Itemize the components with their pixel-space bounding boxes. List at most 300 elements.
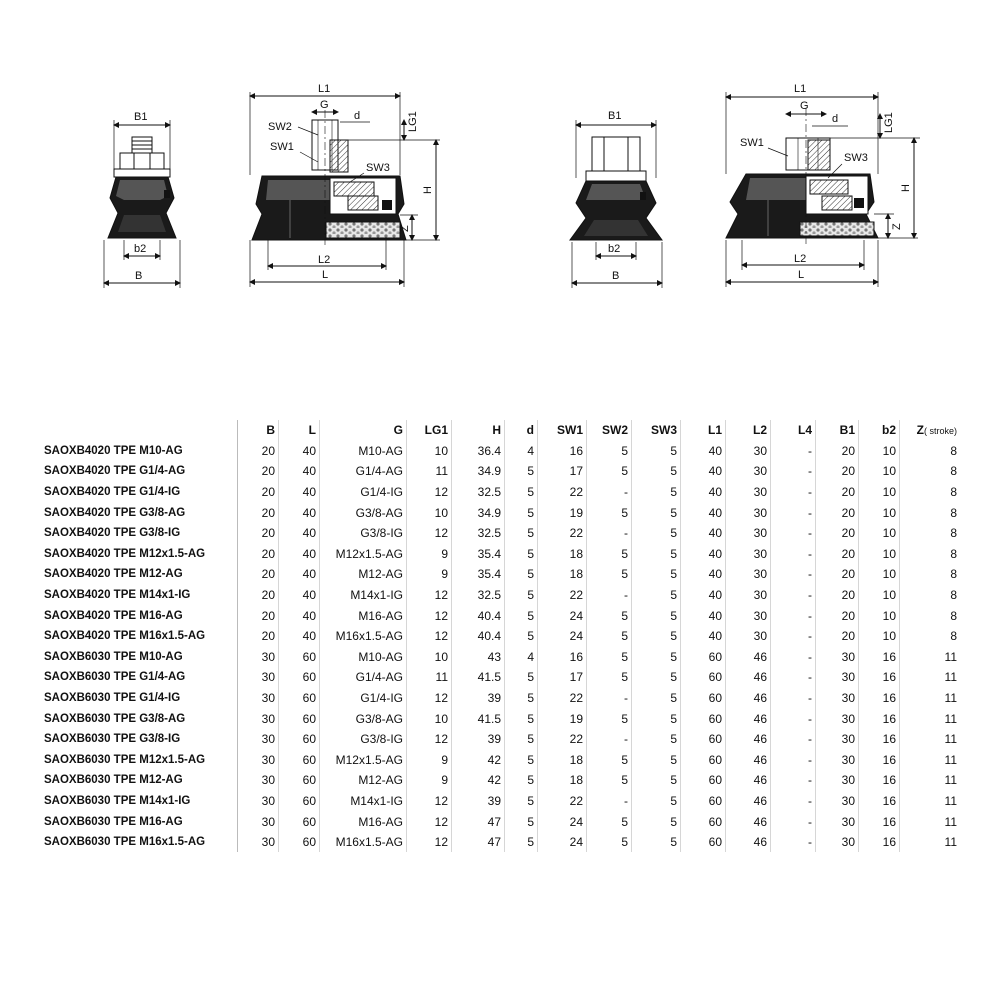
value-cell: 20: [238, 502, 279, 523]
value-cell: 30: [726, 585, 771, 606]
value-cell: 42: [452, 770, 505, 791]
value-cell: 41.5: [452, 667, 505, 688]
value-cell: 5: [505, 770, 538, 791]
header-d: d: [505, 420, 538, 441]
value-cell: 5: [632, 667, 681, 688]
value-cell: 40: [681, 626, 726, 647]
table-row: [42, 461, 960, 482]
value-cell: 10: [859, 461, 900, 482]
value-cell: G1/4-AG: [320, 667, 407, 688]
value-cell: 5: [505, 791, 538, 812]
value-cell: 5: [505, 750, 538, 771]
value-cell: 30: [816, 811, 859, 832]
value-cell: 5: [632, 441, 681, 462]
value-cell: 16: [538, 441, 587, 462]
header-model: [42, 420, 238, 441]
value-cell: 20: [816, 605, 859, 626]
dim-l1-label: L1: [318, 83, 331, 95]
value-cell: 41.5: [452, 708, 505, 729]
value-cell: 18: [538, 770, 587, 791]
value-cell: 5: [505, 832, 538, 853]
header-sw2: SW2: [587, 420, 632, 441]
value-cell: 40: [279, 523, 320, 544]
value-cell: 30: [726, 523, 771, 544]
value-cell: 39: [452, 688, 505, 709]
value-cell: 8: [950, 629, 957, 644]
value-cell: 5: [587, 770, 632, 791]
value-cell: 10: [859, 626, 900, 647]
value-cell: 40: [681, 502, 726, 523]
table-row: [42, 544, 960, 565]
value-cell: 8: [950, 443, 957, 458]
value-cell: M16x1.5-AG: [320, 626, 407, 647]
value-cell: M12x1.5-AG: [320, 750, 407, 771]
value-cell: 40: [681, 461, 726, 482]
value-cell: 60: [279, 791, 320, 812]
value-cell: -: [771, 791, 816, 812]
value-cell: G1/4-IG: [320, 688, 407, 709]
value-cell: 20: [238, 461, 279, 482]
sw3-label-right: SW3: [844, 152, 868, 164]
value-cell: 16: [859, 667, 900, 688]
value-cell: 10: [859, 441, 900, 462]
value-cell: 30: [816, 729, 859, 750]
value-cell: M14x1-IG: [320, 585, 407, 606]
value-cell: 9: [407, 750, 452, 771]
dim-d-label-right: d: [832, 113, 839, 125]
value-cell: 24: [538, 832, 587, 853]
dim-z-label-right: Z: [891, 223, 903, 230]
value-cell: 9: [407, 544, 452, 565]
value-cell: 5: [587, 605, 632, 626]
value-cell: 5: [632, 482, 681, 503]
value-cell: 5: [505, 544, 538, 565]
value-cell: 5: [505, 461, 538, 482]
value-cell: 11: [944, 752, 957, 767]
value-cell: 5: [587, 811, 632, 832]
value-cell: M14x1-IG: [320, 791, 407, 812]
model-cell: SAOXB6030 TPE G1/4-AG: [42, 667, 238, 688]
value-cell: 24: [538, 605, 587, 626]
value-cell: 60: [681, 770, 726, 791]
value-cell: 30: [238, 688, 279, 709]
table-row: [42, 750, 960, 771]
dim-z-label: Z: [399, 225, 411, 232]
value-cell: 11: [944, 691, 957, 706]
value-cell: -: [771, 729, 816, 750]
value-cell: 20: [816, 502, 859, 523]
value-cell: M12-AG: [320, 564, 407, 585]
value-cell: 11: [944, 670, 957, 685]
value-cell: 5: [505, 564, 538, 585]
value-cell: 5: [587, 461, 632, 482]
value-cell: 5: [587, 564, 632, 585]
value-cell: 5: [505, 482, 538, 503]
model-cell: SAOXB6030 TPE M16-AG: [42, 811, 238, 832]
value-cell: 10: [859, 544, 900, 565]
value-cell: -: [587, 523, 632, 544]
value-cell: 30: [726, 544, 771, 565]
value-cell: -: [771, 461, 816, 482]
value-cell: 40: [279, 544, 320, 565]
value-cell: 12: [407, 605, 452, 626]
value-cell: 22: [538, 688, 587, 709]
value-cell: 40: [681, 441, 726, 462]
value-cell: 30: [816, 832, 859, 853]
value-cell: 30: [816, 647, 859, 668]
value-cell: 8: [950, 608, 957, 623]
dim-l1-label-right: L1: [794, 83, 807, 95]
value-cell: 30: [238, 667, 279, 688]
header-l: L: [279, 420, 320, 441]
value-cell: 10: [859, 523, 900, 544]
value-cell: 30: [238, 811, 279, 832]
value-cell: 5: [505, 688, 538, 709]
value-cell: 40.4: [452, 605, 505, 626]
value-cell: 60: [681, 750, 726, 771]
dim-b-label-right: B: [612, 270, 620, 282]
value-cell: G3/8-IG: [320, 523, 407, 544]
value-cell: 42: [452, 750, 505, 771]
model-cell: SAOXB4020 TPE M16x1.5-AG: [42, 626, 238, 647]
value-cell: 47: [452, 832, 505, 853]
value-cell: 30: [726, 502, 771, 523]
header-l4: L4: [771, 420, 816, 441]
value-cell: 12: [407, 729, 452, 750]
table-header-row: [42, 420, 960, 441]
value-cell: 5: [587, 750, 632, 771]
value-cell: 30: [816, 708, 859, 729]
value-cell: 10: [407, 502, 452, 523]
value-cell: 20: [816, 626, 859, 647]
value-cell: 5: [632, 791, 681, 812]
value-cell: -: [771, 688, 816, 709]
value-cell: 5: [587, 708, 632, 729]
value-cell: 16: [538, 647, 587, 668]
dim-b1-label: B1: [134, 111, 148, 123]
value-cell: 20: [816, 564, 859, 585]
value-cell: 5: [632, 544, 681, 565]
value-cell: 40: [681, 482, 726, 503]
header-l2: L2: [726, 420, 771, 441]
value-cell: 5: [632, 585, 681, 606]
value-cell: 46: [726, 688, 771, 709]
value-cell: 22: [538, 585, 587, 606]
value-cell: 30: [726, 605, 771, 626]
value-cell: 30: [816, 791, 859, 812]
value-cell: 11: [944, 793, 957, 808]
value-cell: 32.5: [452, 585, 505, 606]
model-cell: SAOXB6030 TPE G3/8-IG: [42, 729, 238, 750]
value-cell: 5: [632, 564, 681, 585]
sw2-label: SW2: [268, 121, 292, 133]
value-cell: 46: [726, 708, 771, 729]
value-cell: 20: [238, 564, 279, 585]
value-cell: G1/4-IG: [320, 482, 407, 503]
value-cell: 30: [816, 688, 859, 709]
value-cell: 5: [587, 832, 632, 853]
header-l1: L1: [681, 420, 726, 441]
value-cell: 20: [238, 605, 279, 626]
value-cell: 5: [505, 811, 538, 832]
value-cell: 5: [505, 729, 538, 750]
left-side-view: [250, 83, 440, 287]
table-row: [42, 832, 960, 853]
value-cell: 5: [505, 605, 538, 626]
value-cell: -: [587, 482, 632, 503]
value-cell: 40: [279, 564, 320, 585]
value-cell: -: [771, 482, 816, 503]
value-cell: 39: [452, 729, 505, 750]
dim-b-label: B: [135, 270, 143, 282]
value-cell: 12: [407, 688, 452, 709]
value-cell: 60: [279, 708, 320, 729]
model-cell: SAOXB4020 TPE M16-AG: [42, 605, 238, 626]
value-cell: 5: [632, 626, 681, 647]
value-cell: 11: [944, 711, 957, 726]
value-cell: -: [771, 626, 816, 647]
value-cell: 30: [238, 708, 279, 729]
model-cell: SAOXB4020 TPE G3/8-AG: [42, 502, 238, 523]
value-cell: 18: [538, 544, 587, 565]
value-cell: 11: [944, 732, 957, 747]
value-cell: 16: [859, 750, 900, 771]
value-cell: -: [771, 667, 816, 688]
value-cell: 5: [505, 626, 538, 647]
table-row: [42, 811, 960, 832]
value-cell: 10: [407, 441, 452, 462]
value-cell: 60: [279, 688, 320, 709]
value-cell: M16x1.5-AG: [320, 832, 407, 853]
z-stroke-note: ( stroke): [923, 426, 957, 437]
value-cell: 4: [505, 647, 538, 668]
table-row: [42, 626, 960, 647]
spec-table: [42, 420, 960, 852]
value-cell: 12: [407, 523, 452, 544]
header-z: Z( stroke): [916, 423, 957, 438]
value-cell: 34.9: [452, 502, 505, 523]
value-cell: 40: [279, 585, 320, 606]
value-cell: 30: [726, 626, 771, 647]
header-sw1: SW1: [538, 420, 587, 441]
value-cell: 35.4: [452, 544, 505, 565]
value-cell: 60: [681, 811, 726, 832]
model-cell: SAOXB4020 TPE G1/4-IG: [42, 482, 238, 503]
value-cell: -: [771, 523, 816, 544]
value-cell: M10-AG: [320, 647, 407, 668]
value-cell: 40: [279, 626, 320, 647]
value-cell: 46: [726, 791, 771, 812]
dim-l-label-right: L: [798, 269, 805, 281]
value-cell: -: [771, 647, 816, 668]
value-cell: 20: [238, 523, 279, 544]
value-cell: 12: [407, 832, 452, 853]
value-cell: 60: [681, 832, 726, 853]
header-b2: b2: [859, 420, 900, 441]
value-cell: 20: [816, 461, 859, 482]
value-cell: -: [587, 791, 632, 812]
sw3-label: SW3: [366, 162, 390, 174]
value-cell: 10: [859, 585, 900, 606]
value-cell: 4: [505, 441, 538, 462]
value-cell: 5: [587, 441, 632, 462]
value-cell: 30: [816, 770, 859, 791]
table-row: [42, 523, 960, 544]
table-row: [42, 441, 960, 462]
value-cell: 46: [726, 750, 771, 771]
value-cell: 8: [950, 526, 957, 541]
value-cell: 36.4: [452, 441, 505, 462]
value-cell: 8: [950, 546, 957, 561]
model-cell: SAOXB6030 TPE M12x1.5-AG: [42, 750, 238, 771]
dim-d-label: d: [354, 110, 361, 122]
value-cell: 11: [944, 814, 957, 829]
dim-l2-label: L2: [318, 254, 331, 266]
model-cell: SAOXB4020 TPE G3/8-IG: [42, 523, 238, 544]
value-cell: 22: [538, 523, 587, 544]
dim-g-label-right: G: [800, 100, 809, 112]
value-cell: 16: [859, 688, 900, 709]
value-cell: G1/4-AG: [320, 461, 407, 482]
value-cell: 60: [279, 729, 320, 750]
value-cell: 60: [681, 667, 726, 688]
table-row: [42, 585, 960, 606]
value-cell: M12-AG: [320, 770, 407, 791]
value-cell: -: [771, 832, 816, 853]
value-cell: 9: [407, 564, 452, 585]
value-cell: 60: [681, 791, 726, 812]
value-cell: -: [771, 502, 816, 523]
table-row: [42, 688, 960, 709]
model-cell: SAOXB6030 TPE M16x1.5-AG: [42, 832, 238, 853]
model-cell: SAOXB4020 TPE M12x1.5-AG: [42, 544, 238, 565]
value-cell: 5: [505, 585, 538, 606]
value-cell: M10-AG: [320, 441, 407, 462]
dim-b1-label-right: B1: [608, 110, 622, 122]
value-cell: 20: [238, 544, 279, 565]
value-cell: 32.5: [452, 523, 505, 544]
value-cell: 8: [950, 567, 957, 582]
sw1-label-right: SW1: [740, 137, 764, 149]
table-row: [42, 482, 960, 503]
value-cell: 16: [859, 811, 900, 832]
value-cell: 5: [632, 647, 681, 668]
value-cell: 46: [726, 832, 771, 853]
value-cell: 34.9: [452, 461, 505, 482]
value-cell: -: [587, 729, 632, 750]
value-cell: 40: [681, 523, 726, 544]
value-cell: 5: [632, 605, 681, 626]
table-row: [42, 667, 960, 688]
value-cell: 60: [279, 832, 320, 853]
value-cell: -: [587, 585, 632, 606]
table-body: [42, 441, 960, 853]
value-cell: 20: [816, 585, 859, 606]
value-cell: 8: [950, 505, 957, 520]
value-cell: 20: [816, 441, 859, 462]
table-row: [42, 502, 960, 523]
value-cell: 20: [816, 482, 859, 503]
model-cell: SAOXB4020 TPE M14x1-IG: [42, 585, 238, 606]
dim-h-label-right: H: [900, 184, 912, 192]
value-cell: 60: [279, 667, 320, 688]
table-row: [42, 708, 960, 729]
value-cell: 5: [632, 750, 681, 771]
value-cell: 30: [726, 482, 771, 503]
dim-lg1-label: LG1: [407, 111, 419, 132]
value-cell: 40.4: [452, 626, 505, 647]
value-cell: 40: [279, 441, 320, 462]
value-cell: 19: [538, 708, 587, 729]
value-cell: 60: [681, 729, 726, 750]
value-cell: 16: [859, 770, 900, 791]
value-cell: 22: [538, 791, 587, 812]
value-cell: 17: [538, 461, 587, 482]
value-cell: M16-AG: [320, 605, 407, 626]
table-row: [42, 729, 960, 750]
value-cell: 60: [681, 708, 726, 729]
value-cell: 5: [632, 729, 681, 750]
model-cell: SAOXB6030 TPE M14x1-IG: [42, 791, 238, 812]
value-cell: 46: [726, 647, 771, 668]
value-cell: -: [771, 605, 816, 626]
header-g: G: [320, 420, 407, 441]
value-cell: -: [771, 750, 816, 771]
model-cell: SAOXB6030 TPE M10-AG: [42, 647, 238, 668]
value-cell: 60: [279, 811, 320, 832]
value-cell: 12: [407, 811, 452, 832]
value-cell: 40: [279, 482, 320, 503]
value-cell: M16-AG: [320, 811, 407, 832]
value-cell: -: [587, 688, 632, 709]
dim-b2-label-right: b2: [608, 243, 621, 255]
dim-h-label: H: [422, 186, 434, 194]
value-cell: 32.5: [452, 482, 505, 503]
table-row: [42, 770, 960, 791]
value-cell: 5: [632, 832, 681, 853]
model-cell: SAOXB6030 TPE G1/4-IG: [42, 688, 238, 709]
value-cell: 5: [587, 502, 632, 523]
value-cell: 20: [238, 626, 279, 647]
model-cell: SAOXB4020 TPE M12-AG: [42, 564, 238, 585]
value-cell: 5: [587, 544, 632, 565]
value-cell: 5: [632, 523, 681, 544]
value-cell: 5: [505, 667, 538, 688]
value-cell: 5: [632, 688, 681, 709]
value-cell: 40: [681, 564, 726, 585]
value-cell: 5: [632, 811, 681, 832]
value-cell: 5: [632, 770, 681, 791]
dim-b2-label: b2: [134, 243, 147, 255]
value-cell: G3/8-AG: [320, 708, 407, 729]
value-cell: 11: [944, 649, 957, 664]
table-row: [42, 791, 960, 812]
value-cell: G3/8-AG: [320, 502, 407, 523]
dim-lg1-label-right: LG1: [883, 112, 895, 133]
value-cell: 5: [632, 502, 681, 523]
value-cell: -: [771, 585, 816, 606]
value-cell: 12: [407, 791, 452, 812]
header-b: B: [238, 420, 279, 441]
value-cell: 18: [538, 564, 587, 585]
value-cell: 40: [279, 605, 320, 626]
dim-l-label: L: [322, 269, 329, 281]
value-cell: 24: [538, 626, 587, 647]
value-cell: 30: [816, 667, 859, 688]
header-b1: B1: [816, 420, 859, 441]
value-cell: 5: [632, 708, 681, 729]
value-cell: -: [771, 564, 816, 585]
